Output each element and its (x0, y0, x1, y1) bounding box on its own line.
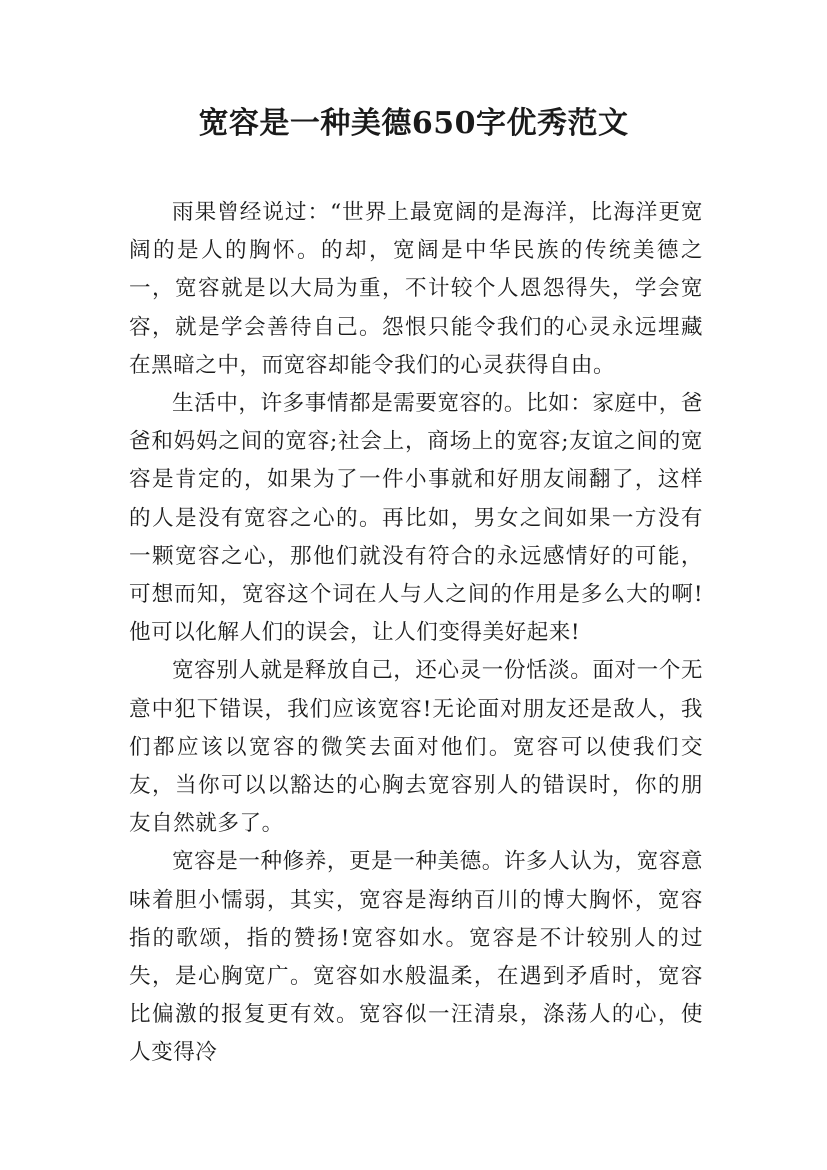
paragraph-1: 雨果曾经说过：“世界上最宽阔的是海洋，比海洋更宽阔的是人的胸怀。的却，宽阔是中华民族的传统美德之一，宽容就是以大局为重，不计较个人恩怨得失，学会宽容，就是学会善待自己。怨恨只能令我们的心灵永远埋藏在黑暗之中，而宽容却能令我们的心灵获得自由。 (129, 200, 703, 378)
document-title: 宽容是一种美德650字优秀范文 (198, 106, 629, 141)
document-body (129, 194, 703, 1073)
paragraph-4: 宽容是一种修养，更是一种美德。许多人认为，宽容意味着胆小懦弱，其实，宽容是海纳百川的博大胸怀，宽容指的歌颂，指的赞扬!宽容如水。宽容是不计较别人的过失，是心胸宽广。宽容如水般温柔，在遇到矛盾时，宽容比偏激的报复更有效。宽容似一汪清泉，涤荡人的心，使人变得冷 (129, 849, 703, 1066)
paragraph-3: 宽容别人就是释放自己，还心灵一份恬淡。面对一个无意中犯下错误，我们应该宽容!无论面对朋友还是敌人，我们都应该以宽容的微笑去面对他们。宽容可以使我们交友，当你可以以豁达的心胸去宽容别人的错误时，你的朋友自然就多了。 (129, 658, 703, 837)
paragraph-2: 生活中，许多事情都是需要宽容的。比如：家庭中，爸爸和妈妈之间的宽容;社会上，商场上的宽容;友谊之间的宽容是肯定的，如果为了一件小事就和好朋友闹翻了，这样的人是没有宽容之心的。再比如，男女之间如果一方没有一颗宽容之心，那他们就没有符合的永远感情好的可能，可想而知，宽容这个词在人与人之间的作用是多么大的啊!他可以化解人们的误会，让人们变得美好起来! (129, 391, 703, 646)
